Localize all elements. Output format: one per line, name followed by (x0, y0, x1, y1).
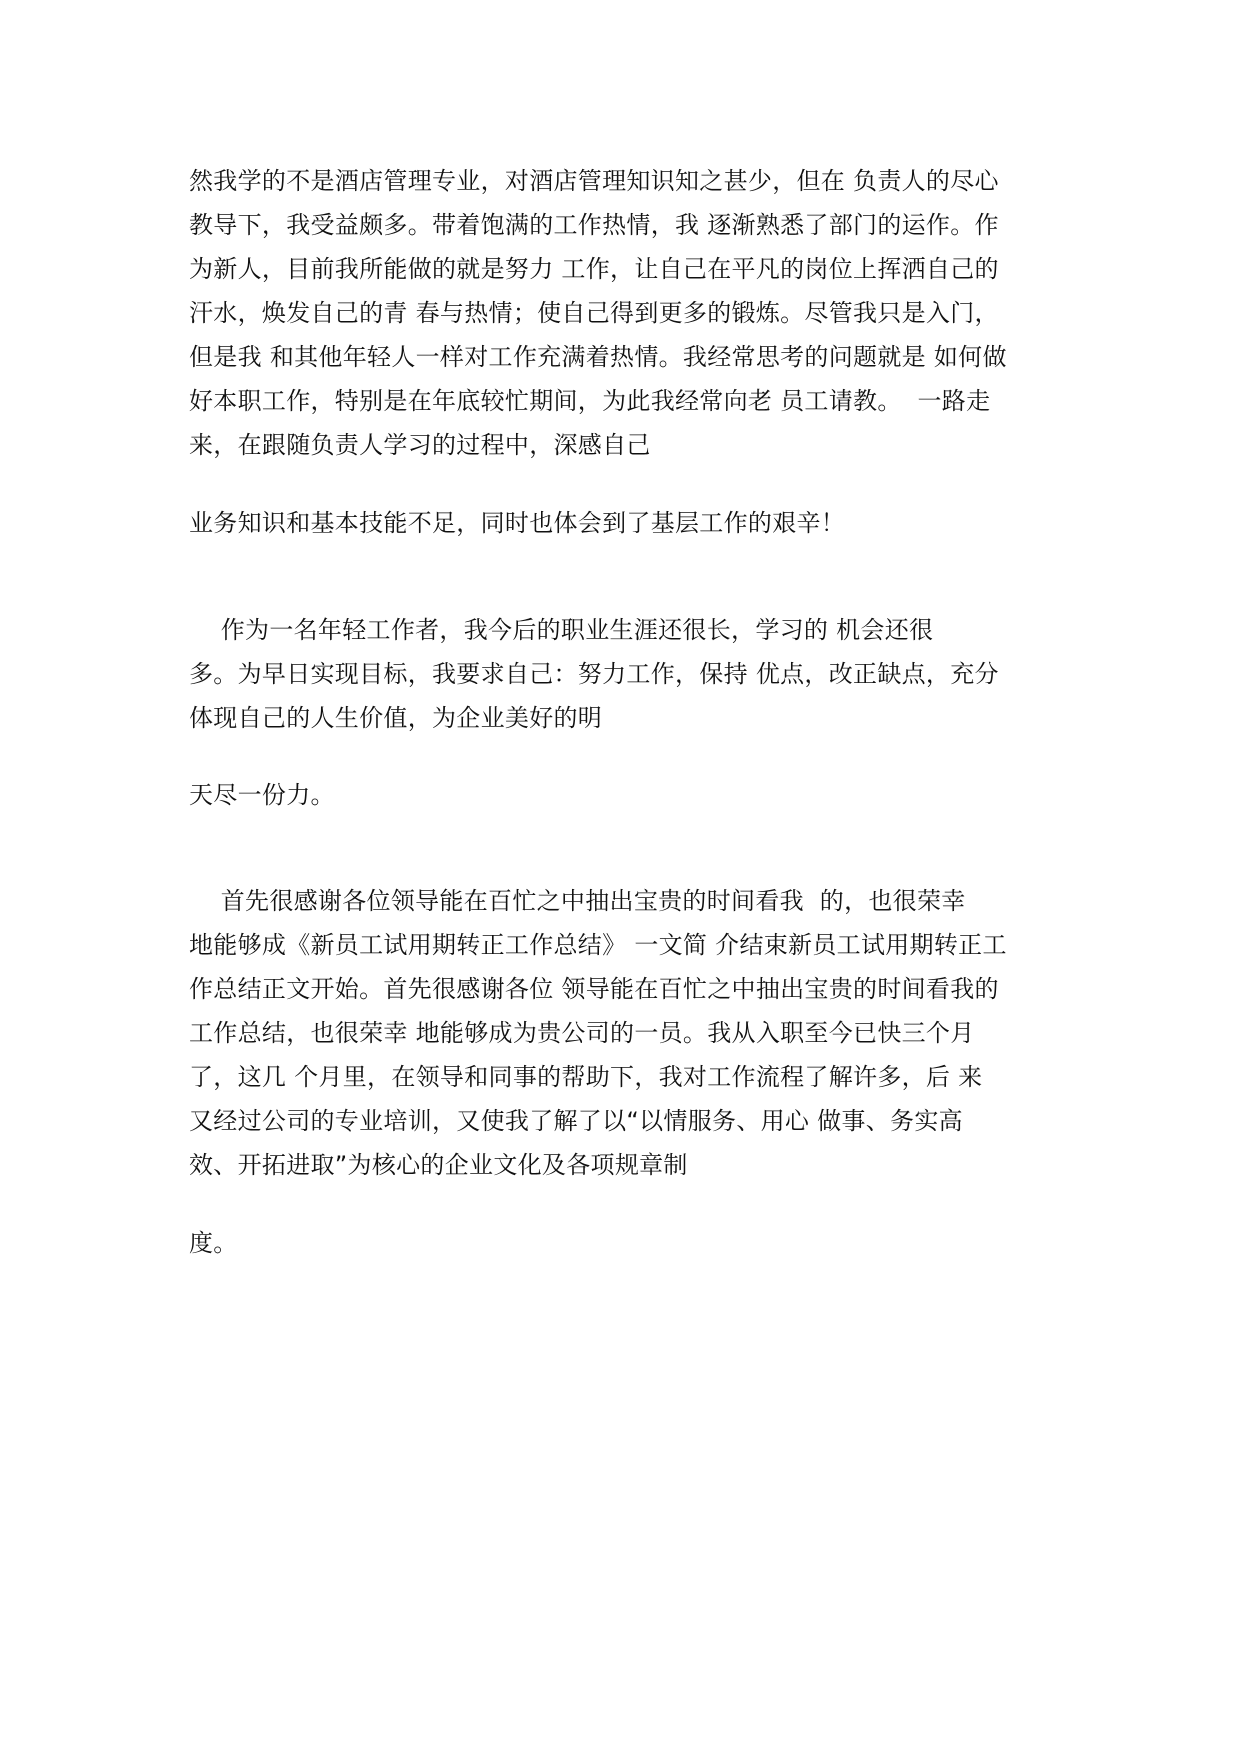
paragraph-line: 体现自己的人生价值，为企业美好的明 (189, 704, 603, 732)
paragraph-line: 教导下，我受益颇多。带着饱满的工作热情，我 逐渐熟悉了部门的运作。作 (189, 211, 999, 239)
paragraph-line: 多。为早日实现目标，我要求自己：努力工作，保持 优点，改正缺点，充分 (189, 660, 999, 688)
paragraph-line: 天尽一份力。 (189, 781, 335, 809)
paragraph-line: 业务知识和基本技能不足，同时也体会到了基层工作的艰辛！ (189, 509, 846, 537)
paragraph-line: 作为一名年轻工作者，我今后的职业生涯还很长，学习的 机会还很 (189, 616, 934, 644)
paragraph-line: 汗水，焕发自己的青 春与热情；使自己得到更多的锻炼。尽管我只是入门， (189, 299, 999, 327)
paragraph-line: 作总结正文开始。首先很感谢各位 领导能在百忙之中抽出宝贵的时间看我的 (189, 975, 999, 1003)
paragraph-line: 地能够成《新员工试用期转正工作总结》 一文简 介结束新员工试用期转正工 (189, 931, 1007, 959)
paragraph-line: 首先很感谢各位领导能在百忙之中抽出宝贵的时间看我 的，也很荣幸 (189, 887, 966, 915)
paragraph-line: 为新人，目前我所能做的就是努力 工作，让自己在平凡的岗位上挥洒自己的 (189, 255, 999, 283)
paragraph-line: 了，这几 个月里，在领导和同事的帮助下，我对工作流程了解许多，后 来 (189, 1063, 983, 1091)
paragraph-line: 效、开拓进取”为核心的企业文化及各项规章制 (189, 1151, 688, 1179)
paragraph-line: 然我学的不是酒店管理专业，对酒店管理知识知之甚少，但在 负责人的尽心 (189, 167, 999, 195)
paragraph-line: 但是我 和其他年轻人一样对工作充满着热情。我经常思考的问题就是 如何做 (189, 343, 1007, 371)
paragraph-line: 度。 (189, 1229, 238, 1257)
paragraph-line: 好本职工作，特别是在年底较忙期间，为此我经常向老 员工请教。 一路走 (189, 387, 991, 415)
paragraph-line: 来，在跟随负责人学习的过程中，深感自己 (189, 431, 651, 459)
paragraph-line: 又经过公司的专业培训，又使我了解了以“以情服务、用心 做事、务实高 (189, 1107, 963, 1135)
paragraph-line: 工作总结，也很荣幸 地能够成为贵公司的一员。我从入职至今已快三个月 (189, 1019, 975, 1047)
